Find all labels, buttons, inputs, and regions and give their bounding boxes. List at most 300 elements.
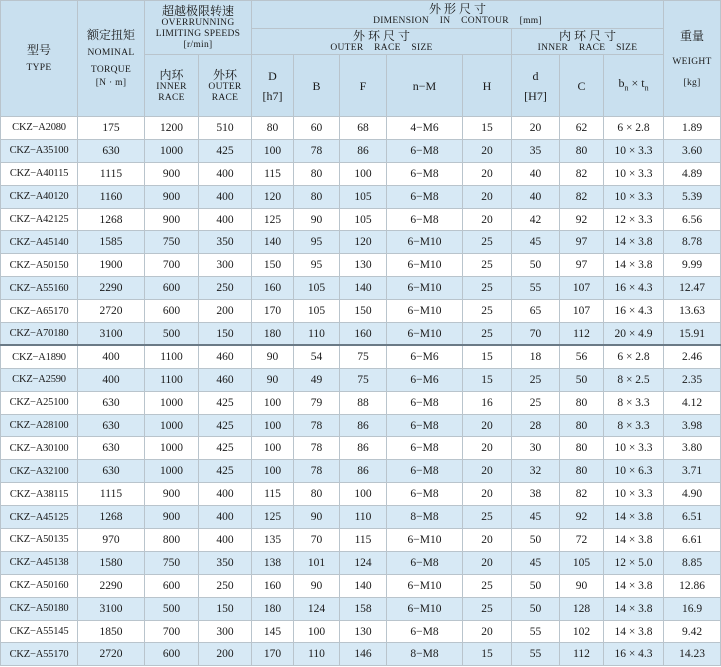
cell-weight: 9.42 xyxy=(664,620,721,643)
cell-B: 80 xyxy=(294,483,340,506)
cell-H: 25 xyxy=(463,231,512,254)
col-bt-header xyxy=(604,55,664,117)
cell-n-M: 6−M8 xyxy=(387,391,463,414)
cell-C: 97 xyxy=(560,254,604,277)
cell-speed-inner: 1000 xyxy=(145,139,199,162)
cell-speed-inner: 900 xyxy=(145,208,199,231)
cell-torque: 3100 xyxy=(78,323,145,346)
cell-C: 50 xyxy=(560,368,604,391)
cell-type: CKZ−A32100 xyxy=(1,460,78,483)
table-row xyxy=(1,368,721,391)
torque-header-cn: 额定扭矩 xyxy=(86,28,135,42)
speed-header-en2: LIMITING SPEEDS xyxy=(155,29,241,39)
col-D-header xyxy=(252,55,294,117)
cell-torque: 630 xyxy=(78,139,145,162)
speed-header xyxy=(145,1,252,55)
table-row xyxy=(1,162,721,185)
cell-D: 150 xyxy=(252,254,294,277)
table-body xyxy=(1,117,721,666)
cell-type: CKZ−A55145 xyxy=(1,620,78,643)
cell-type: CKZ−A40115 xyxy=(1,162,78,185)
cell-weight: 3.71 xyxy=(664,460,721,483)
cell-d: 45 xyxy=(512,551,560,574)
table-row xyxy=(1,300,721,323)
table-row xyxy=(1,391,721,414)
cell-torque: 400 xyxy=(78,368,145,391)
cell-type: CKZ−A65170 xyxy=(1,300,78,323)
cell-weight: 8.85 xyxy=(664,551,721,574)
cell-weight: 9.99 xyxy=(664,254,721,277)
cell-C: 80 xyxy=(560,414,604,437)
cell-d: 28 xyxy=(512,414,560,437)
table-row xyxy=(1,117,721,140)
cell-bt: 12 × 3.3 xyxy=(604,208,664,231)
cell-H: 25 xyxy=(463,277,512,300)
cell-H: 25 xyxy=(463,574,512,597)
cell-bt: 14 × 3.8 xyxy=(604,529,664,552)
inner-race-size-header xyxy=(512,29,664,55)
cell-H: 20 xyxy=(463,483,512,506)
cell-d: 50 xyxy=(512,574,560,597)
cell-type: CKZ−A35100 xyxy=(1,139,78,162)
cell-n-M: 6−M8 xyxy=(387,437,463,460)
cell-n-M: 6−M10 xyxy=(387,254,463,277)
cell-weight: 3.60 xyxy=(664,139,721,162)
cell-weight: 14.23 xyxy=(664,643,721,666)
cell-D: 160 xyxy=(252,574,294,597)
cell-D: 138 xyxy=(252,551,294,574)
cell-speed-outer: 300 xyxy=(199,620,252,643)
cell-F: 115 xyxy=(340,529,387,552)
type-header-cn: 型号 xyxy=(26,43,51,57)
cell-H: 20 xyxy=(463,620,512,643)
cell-weight: 12.86 xyxy=(664,574,721,597)
cell-speed-outer: 400 xyxy=(199,483,252,506)
cell-H: 20 xyxy=(463,162,512,185)
cell-D: 125 xyxy=(252,506,294,529)
cell-n-M: 8−M8 xyxy=(387,643,463,666)
cell-d: 45 xyxy=(512,231,560,254)
cell-torque: 3100 xyxy=(78,597,145,620)
table-row xyxy=(1,643,721,666)
cell-F: 86 xyxy=(340,139,387,162)
col-d-unit: [H7] xyxy=(524,88,547,103)
cell-bt: 10 × 3.3 xyxy=(604,483,664,506)
type-header-en: TYPE xyxy=(26,63,52,73)
inner-size-en: INNER RACE SIZE xyxy=(537,43,638,53)
cell-weight: 4.12 xyxy=(664,391,721,414)
cell-speed-outer: 400 xyxy=(199,208,252,231)
cell-speed-outer: 400 xyxy=(199,185,252,208)
cell-D: 100 xyxy=(252,460,294,483)
col-bt-b: b xyxy=(618,75,625,90)
cell-C: 90 xyxy=(560,574,604,597)
cell-D: 180 xyxy=(252,323,294,346)
cell-F: 75 xyxy=(340,345,387,368)
outer-race-size-header xyxy=(252,29,512,55)
cell-weight: 2.35 xyxy=(664,368,721,391)
dimension-header-en: DIMENSION IN CONTOUR [mm] xyxy=(373,16,542,26)
table-row xyxy=(1,345,721,368)
cell-D: 145 xyxy=(252,620,294,643)
cell-F: 86 xyxy=(340,460,387,483)
cell-speed-inner: 600 xyxy=(145,643,199,666)
cell-n-M: 6−M10 xyxy=(387,300,463,323)
cell-H: 25 xyxy=(463,506,512,529)
table-row xyxy=(1,231,721,254)
cell-speed-outer: 460 xyxy=(199,345,252,368)
cell-C: 97 xyxy=(560,231,604,254)
cell-speed-inner: 900 xyxy=(145,506,199,529)
col-H-header xyxy=(463,55,512,117)
cell-speed-inner: 700 xyxy=(145,254,199,277)
cell-bt: 8 × 3.3 xyxy=(604,414,664,437)
cell-d: 40 xyxy=(512,162,560,185)
cell-weight: 16.9 xyxy=(664,597,721,620)
cell-n-M: 6−M8 xyxy=(387,185,463,208)
col-bt-n2: n xyxy=(644,83,649,93)
cell-B: 124 xyxy=(294,597,340,620)
cell-bt: 12 × 5.0 xyxy=(604,551,664,574)
cell-bt: 14 × 3.8 xyxy=(604,254,664,277)
cell-speed-inner: 900 xyxy=(145,162,199,185)
cell-torque: 1900 xyxy=(78,254,145,277)
cell-C: 102 xyxy=(560,620,604,643)
cell-C: 82 xyxy=(560,162,604,185)
cell-weight: 5.39 xyxy=(664,185,721,208)
cell-D: 90 xyxy=(252,345,294,368)
col-D-unit: [h7] xyxy=(262,88,283,103)
cell-d: 30 xyxy=(512,437,560,460)
cell-type: CKZ−A50180 xyxy=(1,597,78,620)
cell-speed-outer: 150 xyxy=(199,323,252,346)
cell-H: 20 xyxy=(463,460,512,483)
cell-speed-outer: 425 xyxy=(199,437,252,460)
cell-B: 110 xyxy=(294,323,340,346)
outer-size-en: OUTER RACE SIZE xyxy=(330,43,433,53)
cell-H: 20 xyxy=(463,208,512,231)
cell-D: 100 xyxy=(252,391,294,414)
cell-D: 120 xyxy=(252,185,294,208)
cell-F: 105 xyxy=(340,185,387,208)
cell-torque: 2290 xyxy=(78,574,145,597)
cell-B: 100 xyxy=(294,620,340,643)
table-row xyxy=(1,529,721,552)
cell-speed-outer: 400 xyxy=(199,162,252,185)
cell-d: 55 xyxy=(512,643,560,666)
cell-D: 140 xyxy=(252,231,294,254)
cell-D: 115 xyxy=(252,162,294,185)
cell-torque: 1160 xyxy=(78,185,145,208)
cell-C: 105 xyxy=(560,551,604,574)
cell-H: 15 xyxy=(463,117,512,140)
cell-F: 86 xyxy=(340,437,387,460)
col-bt-n1: n xyxy=(624,83,629,93)
table-row xyxy=(1,185,721,208)
cell-weight: 12.47 xyxy=(664,277,721,300)
cell-torque: 1115 xyxy=(78,483,145,506)
cell-bt: 14 × 3.8 xyxy=(604,620,664,643)
cell-bt: 16 × 4.3 xyxy=(604,300,664,323)
table-row xyxy=(1,323,721,346)
col-C-label: C xyxy=(577,78,586,93)
cell-B: 78 xyxy=(294,437,340,460)
cell-C: 62 xyxy=(560,117,604,140)
col-D-label: D xyxy=(268,68,277,83)
table-row xyxy=(1,414,721,437)
cell-torque: 970 xyxy=(78,529,145,552)
outer-race-en2: RACE xyxy=(211,92,239,103)
cell-F: 124 xyxy=(340,551,387,574)
cell-type: CKZ−A70180 xyxy=(1,323,78,346)
cell-speed-outer: 460 xyxy=(199,368,252,391)
cell-C: 80 xyxy=(560,391,604,414)
cell-d: 70 xyxy=(512,323,560,346)
cell-bt: 10 × 3.3 xyxy=(604,185,664,208)
inner-race-en2: RACE xyxy=(158,92,185,103)
cell-speed-outer: 300 xyxy=(199,254,252,277)
cell-bt: 14 × 3.8 xyxy=(604,231,664,254)
table-row xyxy=(1,506,721,529)
cell-bt: 14 × 3.8 xyxy=(604,506,664,529)
table-row xyxy=(1,139,721,162)
cell-B: 54 xyxy=(294,345,340,368)
cell-D: 100 xyxy=(252,437,294,460)
cell-speed-outer: 425 xyxy=(199,460,252,483)
cell-D: 80 xyxy=(252,117,294,140)
cell-F: 130 xyxy=(340,620,387,643)
cell-n-M: 6−M8 xyxy=(387,208,463,231)
cell-speed-inner: 900 xyxy=(145,185,199,208)
cell-H: 15 xyxy=(463,368,512,391)
cell-type: CKZ−A2080 xyxy=(1,117,78,140)
cell-type: CKZ−A45140 xyxy=(1,231,78,254)
cell-weight: 15.91 xyxy=(664,323,721,346)
cell-F: 75 xyxy=(340,368,387,391)
cell-C: 80 xyxy=(560,460,604,483)
cell-type: CKZ−A50160 xyxy=(1,574,78,597)
cell-torque: 400 xyxy=(78,345,145,368)
cell-D: 90 xyxy=(252,368,294,391)
cell-d: 55 xyxy=(512,277,560,300)
cell-speed-outer: 350 xyxy=(199,231,252,254)
cell-torque: 1585 xyxy=(78,231,145,254)
cell-B: 80 xyxy=(294,185,340,208)
cell-C: 128 xyxy=(560,597,604,620)
cell-bt: 10 × 3.3 xyxy=(604,437,664,460)
cell-speed-inner: 600 xyxy=(145,574,199,597)
cell-H: 20 xyxy=(463,551,512,574)
torque-header-unit: [N · m] xyxy=(95,78,127,88)
weight-header-unit: [kg] xyxy=(683,77,701,88)
cell-C: 107 xyxy=(560,277,604,300)
table-row xyxy=(1,597,721,620)
cell-speed-outer: 400 xyxy=(199,529,252,552)
cell-speed-inner: 1000 xyxy=(145,414,199,437)
cell-bt: 8 × 3.3 xyxy=(604,391,664,414)
cell-type: CKZ−A25100 xyxy=(1,391,78,414)
torque-header-en2: TORQUE xyxy=(90,65,132,75)
cell-n-M: 6−M10 xyxy=(387,231,463,254)
outer-race-en1: OUTER xyxy=(208,81,242,92)
type-header xyxy=(1,1,78,117)
cell-H: 16 xyxy=(463,391,512,414)
cell-weight: 6.51 xyxy=(664,506,721,529)
cell-B: 110 xyxy=(294,643,340,666)
cell-torque: 630 xyxy=(78,460,145,483)
cell-C: 82 xyxy=(560,483,604,506)
cell-n-M: 6−M8 xyxy=(387,162,463,185)
cell-D: 160 xyxy=(252,277,294,300)
cell-n-M: 6−M6 xyxy=(387,368,463,391)
cell-torque: 1268 xyxy=(78,208,145,231)
table-row xyxy=(1,460,721,483)
cell-type: CKZ−A1890 xyxy=(1,345,78,368)
cell-d: 40 xyxy=(512,185,560,208)
table-row xyxy=(1,277,721,300)
cell-d: 55 xyxy=(512,620,560,643)
cell-torque: 1850 xyxy=(78,620,145,643)
col-B-label: B xyxy=(312,78,321,93)
cell-F: 120 xyxy=(340,231,387,254)
cell-speed-inner: 1000 xyxy=(145,391,199,414)
cell-C: 80 xyxy=(560,437,604,460)
cell-torque: 630 xyxy=(78,414,145,437)
cell-weight: 13.63 xyxy=(664,300,721,323)
cell-speed-inner: 1100 xyxy=(145,345,199,368)
cell-H: 25 xyxy=(463,323,512,346)
cell-F: 105 xyxy=(340,208,387,231)
cell-F: 158 xyxy=(340,597,387,620)
cell-n-M: 6−M8 xyxy=(387,551,463,574)
cell-d: 18 xyxy=(512,345,560,368)
cell-D: 170 xyxy=(252,643,294,666)
cell-weight: 6.61 xyxy=(664,529,721,552)
inner-race-cn: 内环 xyxy=(159,67,184,82)
cell-type: CKZ−A50150 xyxy=(1,254,78,277)
col-d-label: d xyxy=(532,68,539,83)
cell-n-M: 6−M10 xyxy=(387,323,463,346)
cell-speed-inner: 1100 xyxy=(145,368,199,391)
cell-d: 65 xyxy=(512,300,560,323)
cell-C: 92 xyxy=(560,506,604,529)
cell-F: 68 xyxy=(340,117,387,140)
cell-speed-outer: 150 xyxy=(199,597,252,620)
cell-speed-outer: 200 xyxy=(199,300,252,323)
cell-d: 42 xyxy=(512,208,560,231)
cell-n-M: 8−M8 xyxy=(387,506,463,529)
cell-n-M: 6−M8 xyxy=(387,139,463,162)
cell-B: 95 xyxy=(294,231,340,254)
cell-n-M: 6−M6 xyxy=(387,345,463,368)
col-d-header xyxy=(512,55,560,117)
cell-d: 32 xyxy=(512,460,560,483)
cell-bt: 6 × 2.8 xyxy=(604,345,664,368)
cell-weight: 3.80 xyxy=(664,437,721,460)
speed-header-cn: 超越极限转速 xyxy=(161,4,234,18)
outer-race-speed-header xyxy=(199,55,252,117)
cell-F: 100 xyxy=(340,162,387,185)
outer-size-cn: 外 环 尺 寸 xyxy=(352,29,410,43)
table-row xyxy=(1,208,721,231)
cell-speed-inner: 600 xyxy=(145,300,199,323)
cell-speed-inner: 1200 xyxy=(145,117,199,140)
cell-d: 25 xyxy=(512,391,560,414)
cell-C: 92 xyxy=(560,208,604,231)
cell-speed-outer: 250 xyxy=(199,574,252,597)
table-row xyxy=(1,254,721,277)
table-row xyxy=(1,574,721,597)
cell-D: 115 xyxy=(252,483,294,506)
cell-speed-inner: 1000 xyxy=(145,460,199,483)
cell-F: 140 xyxy=(340,277,387,300)
cell-type: CKZ−A38115 xyxy=(1,483,78,506)
cell-speed-outer: 425 xyxy=(199,391,252,414)
cell-F: 150 xyxy=(340,300,387,323)
cell-H: 25 xyxy=(463,597,512,620)
inner-race-speed-header xyxy=(145,55,199,117)
cell-weight: 6.56 xyxy=(664,208,721,231)
weight-header xyxy=(664,1,721,117)
cell-type: CKZ−A40120 xyxy=(1,185,78,208)
table-row xyxy=(1,620,721,643)
cell-bt: 20 × 4.9 xyxy=(604,323,664,346)
cell-weight: 4.90 xyxy=(664,483,721,506)
dimension-header-cn: 外 形 尺 寸 xyxy=(429,2,487,16)
cell-H: 20 xyxy=(463,185,512,208)
cell-C: 72 xyxy=(560,529,604,552)
cell-F: 110 xyxy=(340,506,387,529)
cell-torque: 630 xyxy=(78,391,145,414)
cell-D: 135 xyxy=(252,529,294,552)
cell-n-M: 6−M10 xyxy=(387,574,463,597)
cell-D: 180 xyxy=(252,597,294,620)
cell-B: 90 xyxy=(294,506,340,529)
cell-speed-inner: 1000 xyxy=(145,437,199,460)
cell-C: 107 xyxy=(560,300,604,323)
col-bt-label xyxy=(604,76,663,95)
cell-H: 25 xyxy=(463,300,512,323)
table-row xyxy=(1,483,721,506)
cell-C: 82 xyxy=(560,185,604,208)
inner-race-en1: INNER xyxy=(156,81,187,92)
cell-bt: 6 × 2.8 xyxy=(604,117,664,140)
cell-speed-inner: 800 xyxy=(145,529,199,552)
cell-bt: 8 × 2.5 xyxy=(604,368,664,391)
col-B-header xyxy=(294,55,340,117)
cell-F: 88 xyxy=(340,391,387,414)
col-nM-label: n−M xyxy=(412,78,437,93)
outer-race-cn: 外环 xyxy=(212,67,237,82)
cell-C: 112 xyxy=(560,643,604,666)
cell-speed-outer: 425 xyxy=(199,414,252,437)
cell-B: 78 xyxy=(294,460,340,483)
speed-header-en1: OVERRUNNING xyxy=(161,18,235,28)
col-bt-x: × t xyxy=(628,75,645,90)
cell-H: 15 xyxy=(463,643,512,666)
cell-H: 20 xyxy=(463,437,512,460)
speed-header-unit: [r/min] xyxy=(183,40,213,50)
col-F-header xyxy=(340,55,387,117)
cell-B: 101 xyxy=(294,551,340,574)
col-H-label: H xyxy=(482,78,492,93)
cell-weight: 1.89 xyxy=(664,117,721,140)
cell-weight: 4.89 xyxy=(664,162,721,185)
dimension-header xyxy=(252,1,664,29)
inner-size-cn: 内 环 尺 寸 xyxy=(559,29,617,43)
cell-n-M: 6−M10 xyxy=(387,529,463,552)
cell-F: 140 xyxy=(340,574,387,597)
